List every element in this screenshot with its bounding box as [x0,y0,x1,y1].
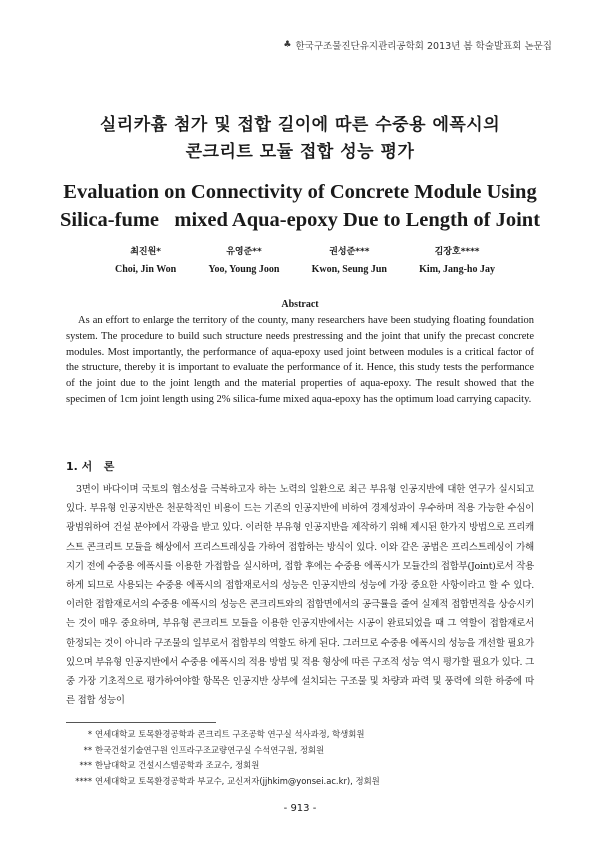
footnote-mark: **** [75,775,92,786]
english-title-line-2: Silica-fume mixed Aqua-epoxy Due to Length of Joint [59,209,541,231]
footnote [66,727,536,743]
author-2 [208,244,279,278]
author-4 [419,244,495,278]
korean-title [0,112,600,166]
author-name-ko: 권성준*** [329,247,370,257]
author-name-en: Yoo, Young Joon [208,264,280,275]
author-list [115,244,495,278]
footnote-text: 한남대학교 건설시스템공학과 조교수, 정회원 [95,760,260,770]
page-number: - 913 - [283,803,317,814]
section-body-text: 3면이 바다이며 국토의 협소성을 극복하고자 하는 노력의 일환으로 최근 부유형 인공지반에 대한 연구가 실시되고 있다. 부유형 인공지반은 천문학적인 비용이 드는 기존의 인공지반에 비하여 경제성과이 우수하며 적용 가능한 수심이 광범위하여 건설 분야에서 각광을 받고 있다. 이러한 부유형 인공지반을 제작하기 위해 제시된 한가지 방법으로 프리캐스트 콘크리트 모듈을 해상에서 프리스트레싱을 가하여 접합하는 방식이 있다. 이와 같은 공법은 프리스트레싱이 가해지기 전에 수중용 에폭시를 이용한 가접합을 실시하며, 접합 후에는 수중용 에폭시가 모듈간의 접합부(Joint)로서 작용하게 되므로 사용되는 수중용 에폭시의 접합재로서의 성능은 인공지반의 성능에 가장 중요한 사항이라고 할 수 있다. 이러한 접합재로서의 수중용 에폭시의 성능은 콘크리트와의 접합면에서의 공극률을 줄여 실제적 접합면적을 상승시키는 것이 매우 중요하며, 부유형 콘크리트 모듈을 이용한 인공지반에서는 시공이 완료되었을 때 그 역할이 접합재로서 한정되는 것이 아니라 구조물의 일부로서 접합부의 역할도 하게 된다. 그러므로 수중용 에폭시의 성능을 개선할 필요가 있으며 부유형 인공지반에서 수중용 에폭시의 적용 방법 및 적용 형상에 따른 구조적 성능 역시 평가할 필요가 있다. 그 중 가장 기초적으로 평가하여야할 항목은 인공지반 상부에 설치되는 구조물 및 차량과 파력 및 풍력에 의한 하중에 따른 접합 성능이 [66,484,534,707]
english-title [0,178,600,234]
footnote-mark: *** [79,760,92,770]
footnote [66,758,536,774]
author-name-en: Choi, Jin Won [115,264,177,275]
header-text: 한국구조물진단유지관리공학회 2013년 봄 학술발표회 논문집 [295,41,552,52]
footnotes [66,727,536,789]
korean-title-line-2: 콘크리트 모듈 접합 성능 평가 [185,142,415,162]
author-name-ko: 유영준** [226,247,262,257]
footnote-text: 한국건설기술연구원 인프라구조교량연구실 수석연구원, 정회원 [95,744,325,755]
korean-title-line-1: 실리카흄 첨가 및 접합 길이에 따른 수중용 에폭시의 [99,115,501,135]
author-name-en: Kim, Jang-ho Jay [419,264,495,275]
club-icon: ♣ [283,40,292,50]
english-title-line-1: Evaluation on Connectivity of Concrete Module Using [63,181,537,203]
footnote-mark: ** [83,744,92,755]
author-3 [312,244,387,278]
author-name-ko: 김장호**** [434,247,480,257]
running-header [283,38,552,52]
footnote-text: 연세대학교 토목환경공학과 부교수, 교신저자(jjhkim@yonsei.ac.kr), 정회원 [95,775,380,786]
footnote-divider [66,722,216,723]
footnote-mark: * [87,729,92,739]
section-title: 1. 서 론 [66,460,115,473]
author-name-en: Kwon, Seung Jun [311,264,387,275]
footnote [66,743,536,759]
footnote [66,774,536,790]
author-1 [115,244,176,278]
author-name-ko: 최진원* [130,247,162,257]
abstract-text: As an effort to enlarge the territory of the county, many researchers have been studying floating foundation system. The procedure to build such structure needs prestressing and the joint that unify the precast concrete modules. Most importantly, the performance of aqua-epoxy used joint between modules is a critical factor of the structure, thereby it is important to evaluate the performance of it. Hence, this study tests the performance of the joint due to the joint length and the material properties of aqua-epoxy. The result showed that the specimen of 1cm joint length using 2% silica-fume mixed aqua-epoxy has the optimum load carrying capacity. [66,315,534,405]
footnote-text: 연세대학교 토목환경공학과 콘크리트 구조공학 연구실 석사과정, 학생회원 [95,729,365,739]
abstract-heading: Abstract [281,299,319,310]
